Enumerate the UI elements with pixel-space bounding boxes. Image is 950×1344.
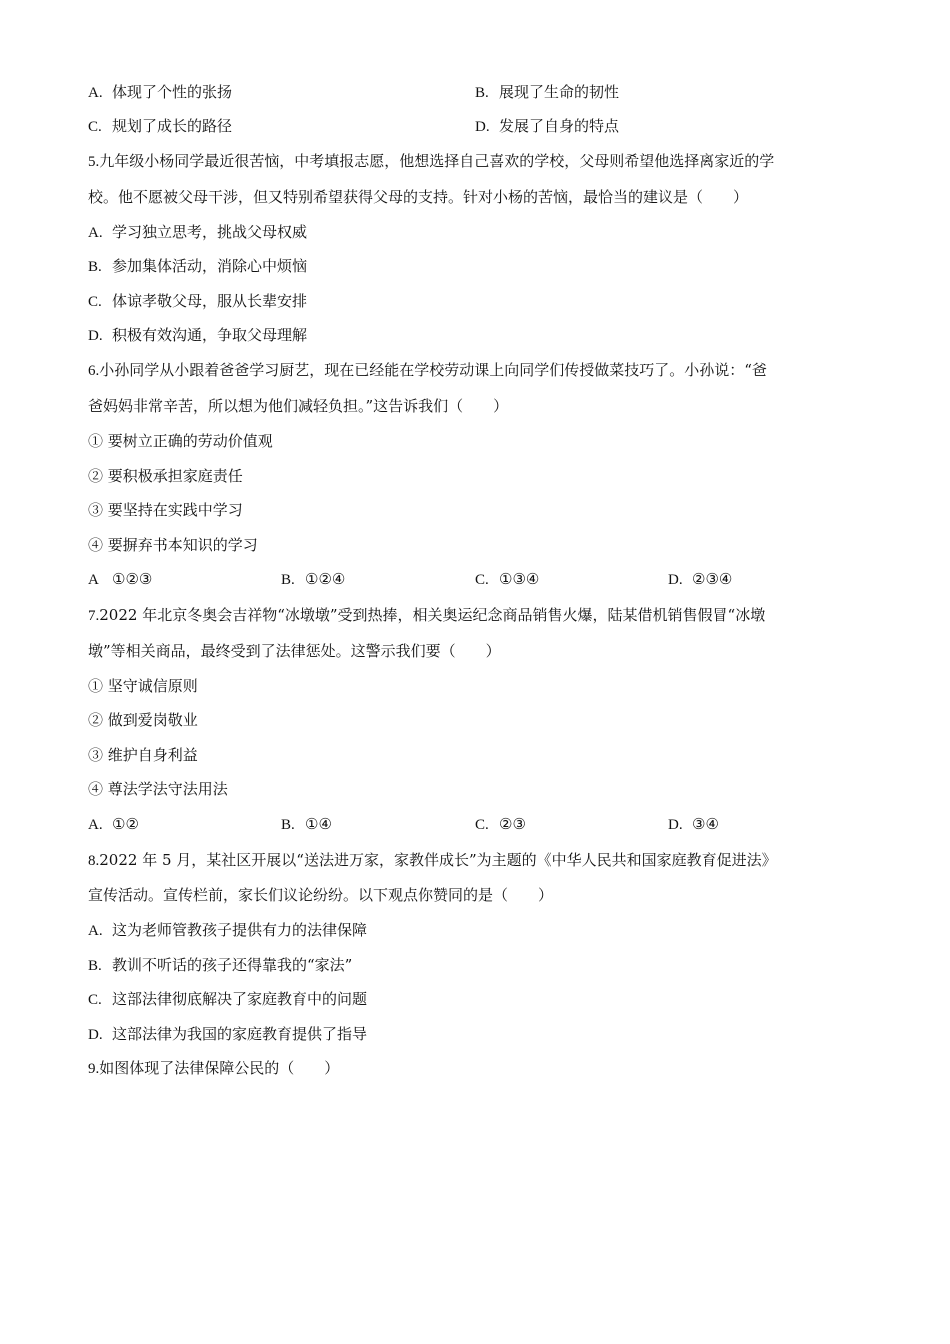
option-label: C.	[475, 817, 489, 833]
option-label: A.	[88, 817, 103, 833]
option-label: B.	[475, 85, 489, 101]
q6-option-c	[475, 569, 539, 590]
option-text: 这部法律彻底解决了家庭教育中的问题	[112, 990, 368, 1008]
q6-stem-line2: 爸妈妈非常辛苦，所以想为他们减轻负担。”这告诉我们（ ）	[88, 397, 509, 415]
q7-option-a	[88, 814, 139, 835]
question-text: 如图体现了法律保障公民的（ ）	[99, 1059, 340, 1077]
option-text: 发展了自身的特点	[499, 117, 620, 135]
option-text: 这为老师管教孩子提供有力的法律保障	[112, 921, 368, 939]
q6-statement-3: ③ 要坚持在实践中学习	[88, 501, 243, 519]
option-label: C.	[88, 294, 102, 310]
option-text: 这部法律为我国的家庭教育提供了指导	[112, 1025, 368, 1043]
option-text: 参加集体活动，消除心中烦恼	[112, 257, 308, 275]
option-label: B.	[281, 817, 295, 833]
question-text: 2022 年 5 月，某社区开展以“送法进万家，家教伴成长”为主题的《中华人民共和国家庭教育促进法》	[99, 851, 777, 869]
q8-option-d	[88, 1024, 367, 1045]
option-text: 积极有效沟通，争取父母理解	[112, 326, 308, 344]
option-label: D.	[88, 1027, 103, 1043]
q8-option-a	[88, 920, 367, 941]
q5-stem-line1	[88, 151, 774, 172]
option-text: ①②	[112, 815, 139, 833]
option-label: D.	[88, 328, 103, 344]
option-text: ②③④	[692, 570, 733, 588]
q8-option-c	[88, 989, 367, 1010]
option-label: A.	[88, 225, 103, 241]
option-text: ③④	[692, 815, 719, 833]
option-text: 体现了个性的张扬	[112, 83, 233, 101]
q7-option-b	[281, 814, 332, 835]
q6-option-a	[88, 569, 152, 590]
question-number: 7.	[88, 608, 100, 624]
q5-option-b	[88, 256, 307, 277]
option-label: D.	[475, 119, 490, 135]
option-label: B.	[281, 572, 295, 588]
q5-option-c	[88, 291, 307, 312]
question-number: 9.	[88, 1061, 100, 1077]
q7-option-d	[668, 814, 719, 835]
q5-option-d	[88, 325, 307, 346]
q6-statement-4: ④ 要摒弃书本知识的学习	[88, 536, 258, 554]
option-text: 规划了成长的路径	[112, 117, 233, 135]
option-label: A.	[88, 85, 103, 101]
option-label: C.	[88, 119, 102, 135]
option-text: 体谅孝敬父母，服从长辈安排	[112, 292, 308, 310]
option-text: ①④	[305, 815, 332, 833]
question-text: 2022 年北京冬奥会吉祥物“冰墩墩”受到热捧，相关奥运纪念商品销售火爆，陆某借机销售假冒“冰墩	[99, 606, 766, 624]
q6-option-d	[668, 569, 732, 590]
q8-stem-line2: 宣传活动。宣传栏前，家长们议论纷纷。以下观点你赞同的是（ ）	[88, 886, 554, 904]
option-label: D.	[668, 817, 683, 833]
q7-statement-2: ② 做到爱岗敬业	[88, 711, 198, 729]
option-label: B.	[88, 958, 102, 974]
question-number: 8.	[88, 853, 100, 869]
q6-stem-line1	[88, 360, 767, 381]
option-label: C.	[88, 992, 102, 1008]
option-label: D.	[668, 572, 683, 588]
q7-statement-3: ③ 维护自身利益	[88, 746, 198, 764]
question-number: 6.	[88, 363, 100, 379]
option-text: 教训不听话的孩子还得靠我的“家法”	[112, 956, 353, 974]
q7-stem-line1	[88, 605, 765, 626]
option-text: ②③	[499, 815, 526, 833]
q8-option-b	[88, 955, 352, 976]
q7-stem-line2: 墩”等相关商品，最终受到了法律惩处。这警示我们要（ ）	[88, 642, 501, 660]
q6-statement-2: ② 要积极承担家庭责任	[88, 467, 243, 485]
option-text: 展现了生命的韧性	[499, 83, 620, 101]
question-number: 5.	[88, 154, 100, 170]
q7-statement-1: ① 坚守诚信原则	[88, 677, 198, 695]
q4-option-b	[475, 82, 619, 103]
q7-option-c	[475, 814, 526, 835]
option-text: ①②③	[112, 570, 153, 588]
q7-statement-4: ④ 尊法学法守法用法	[88, 780, 228, 798]
question-text: 小孙同学从小跟着爸爸学习厨艺，现在已经能在学校劳动课上向同学们传授做菜技巧了。小孙说：“爸	[99, 361, 767, 379]
q5-option-a	[88, 222, 307, 243]
option-label: A.	[88, 923, 103, 939]
q4-option-c	[88, 116, 232, 137]
option-label: B.	[88, 259, 102, 275]
q8-stem-line1	[88, 850, 777, 871]
option-text: ①②④	[305, 570, 346, 588]
q4-option-d	[475, 116, 619, 137]
option-label: A	[88, 572, 99, 588]
q6-statement-1: ① 要树立正确的劳动价值观	[88, 432, 273, 450]
option-text: ①③④	[499, 570, 540, 588]
q6-option-b	[281, 569, 345, 590]
q9-stem-line1	[88, 1058, 339, 1079]
q5-stem-line2: 校。他不愿被父母干涉，但又特别希望获得父母的支持。针对小杨的苦恼，最恰当的建议是（ ）	[88, 188, 749, 206]
option-text: 学习独立思考，挑战父母权威	[112, 223, 308, 241]
question-text: 九年级小杨同学最近很苦恼，中考填报志愿，他想选择自己喜欢的学校，父母则希望他选择离家近的学	[99, 152, 775, 170]
q4-option-a	[88, 82, 232, 103]
option-label: C.	[475, 572, 489, 588]
